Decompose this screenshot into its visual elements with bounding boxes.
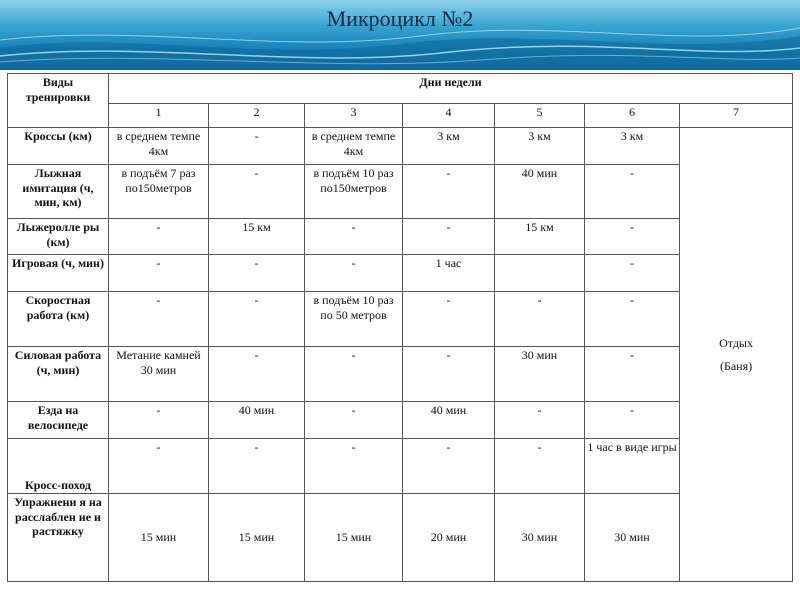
row-label: Упражнени я на расслаблен ие и растяжку xyxy=(8,494,109,582)
table-cell: - xyxy=(495,292,585,347)
table-row xyxy=(8,165,793,219)
table-cell: - xyxy=(209,165,305,219)
table-cell: 40 мин xyxy=(209,402,305,439)
table-cell: - xyxy=(109,292,209,347)
table-cell: 15 мин xyxy=(305,494,403,582)
table-cell: - xyxy=(403,439,495,494)
table-cell: - xyxy=(585,219,680,255)
table-row xyxy=(8,494,793,582)
table-cell: - xyxy=(209,292,305,347)
training-table xyxy=(7,73,793,582)
table-cell: в среднем темпе 4км xyxy=(305,128,403,165)
row-label: Скоростная работа (км) xyxy=(8,292,109,347)
table-cell: - xyxy=(403,347,495,402)
table-cell: 1 час в виде игры xyxy=(585,439,680,494)
table-row xyxy=(8,439,793,494)
table-cell: 15 мин xyxy=(109,494,209,582)
row-label: Езда на велосипеде xyxy=(8,402,109,439)
table-cell: - xyxy=(109,255,209,292)
title-banner xyxy=(0,0,800,70)
table-cell: 3 км xyxy=(495,128,585,165)
day-header-5: 5 xyxy=(495,104,585,128)
rest-note: (Баня) xyxy=(719,358,753,373)
table-cell: - xyxy=(585,165,680,219)
day-header-3: 3 xyxy=(305,104,403,128)
day-header-1: 1 xyxy=(109,104,209,128)
day-header-7: 7 xyxy=(680,104,793,128)
day-header-4: 4 xyxy=(403,104,495,128)
table-cell: 30 мин xyxy=(495,347,585,402)
table-cell: в подъём 10 раз по150метров xyxy=(305,165,403,219)
table-cell: - xyxy=(209,347,305,402)
row-label: Кроссы (км) xyxy=(8,128,109,165)
table-cell: в подъём 10 раз по 50 метров xyxy=(305,292,403,347)
table-row xyxy=(8,219,793,255)
table-cell: - xyxy=(585,402,680,439)
table-cell: - xyxy=(305,439,403,494)
table-row xyxy=(8,292,793,347)
table-cell: в подъём 7 раз по150метров xyxy=(109,165,209,219)
table-cell: 15 км xyxy=(209,219,305,255)
table-cell: - xyxy=(109,219,209,255)
table-cell: - xyxy=(585,255,680,292)
table-cell: - xyxy=(209,439,305,494)
row-label: Игровая (ч, мин) xyxy=(8,255,109,292)
table-cell: 30 мин xyxy=(585,494,680,582)
table-cell: - xyxy=(585,347,680,402)
table-row xyxy=(8,402,793,439)
table-row xyxy=(8,128,793,165)
table-cell: 30 мин xyxy=(495,494,585,582)
table-cell: в среднем темпе 4км xyxy=(109,128,209,165)
table-cell: - xyxy=(403,165,495,219)
rest-label: Отдых xyxy=(719,336,753,350)
day7-rest-cell xyxy=(680,128,793,582)
table-cell: - xyxy=(403,292,495,347)
table-row xyxy=(8,255,793,292)
table-cell xyxy=(495,255,585,292)
table-cell: Метание камней 30 мин xyxy=(109,347,209,402)
table-cell: - xyxy=(403,219,495,255)
page-title: Микроцикл №2 xyxy=(326,6,474,31)
table-cell: 40 мин xyxy=(403,402,495,439)
table-cell: - xyxy=(305,402,403,439)
table-cell: - xyxy=(495,402,585,439)
day-header-2: 2 xyxy=(209,104,305,128)
header-days: Дни недели xyxy=(109,74,793,104)
table-cell: - xyxy=(495,439,585,494)
table-row xyxy=(8,347,793,402)
row-label: Лыжеролле ры (км) xyxy=(8,219,109,255)
table-cell: 20 мин xyxy=(403,494,495,582)
row-label: Силовая работа (ч, мин) xyxy=(8,347,109,402)
table-cell: 15 км xyxy=(495,219,585,255)
day-header-6: 6 xyxy=(585,104,680,128)
table-cell: - xyxy=(305,255,403,292)
row-label: Кросс-поход xyxy=(8,439,109,494)
table-cell: 1 час xyxy=(403,255,495,292)
table-cell: 3 км xyxy=(403,128,495,165)
table-cell: - xyxy=(209,128,305,165)
table-cell: - xyxy=(109,402,209,439)
header-types: Виды тренировки xyxy=(8,74,109,128)
table-cell: - xyxy=(585,292,680,347)
table-cell: - xyxy=(305,219,403,255)
table-cell: - xyxy=(209,255,305,292)
table-cell: 40 мин xyxy=(495,165,585,219)
table-cell: - xyxy=(305,347,403,402)
table-cell: 3 км xyxy=(585,128,680,165)
table-cell: - xyxy=(109,439,209,494)
row-label: Лыжная имитация (ч, мин, км) xyxy=(8,165,109,219)
table-cell: 15 мин xyxy=(209,494,305,582)
